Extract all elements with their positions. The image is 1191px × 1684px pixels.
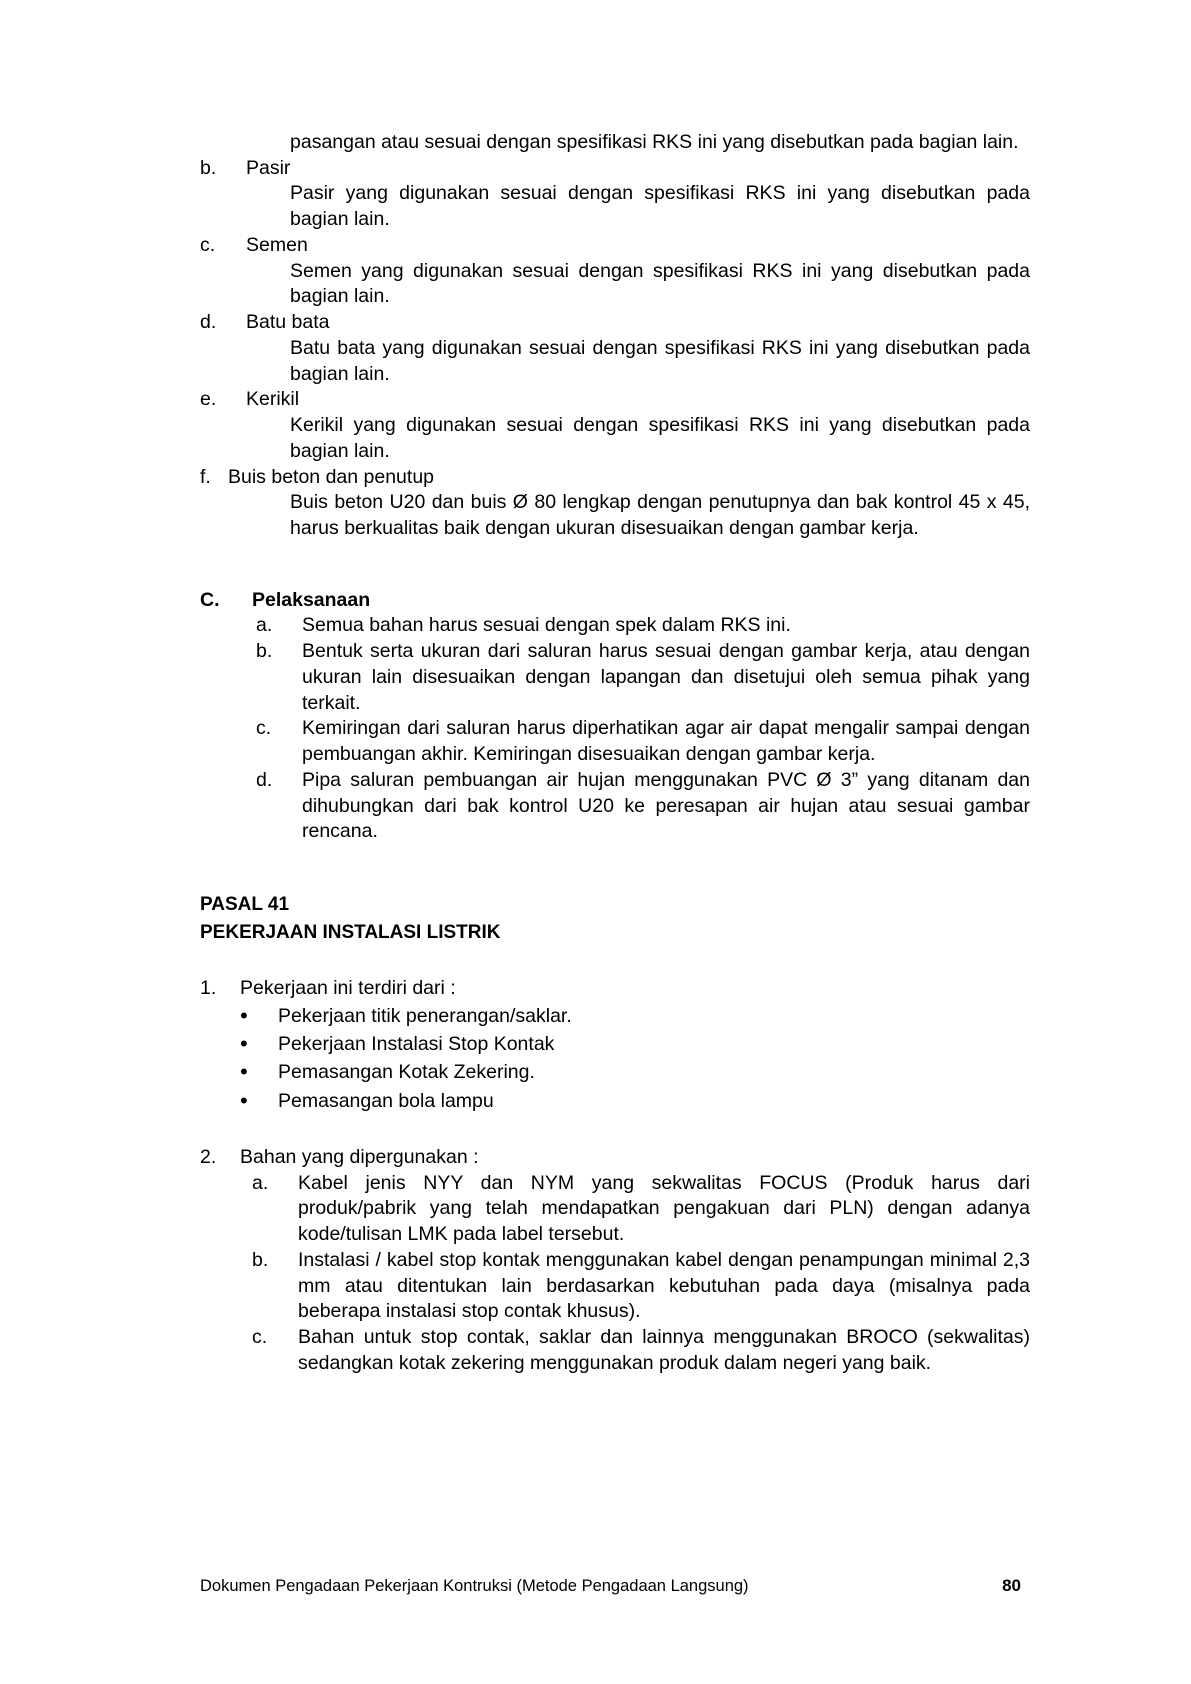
bullet-text: Pemasangan bola lampu (278, 1089, 494, 1112)
numbered-item (200, 1145, 1030, 1171)
section-title: Pelaksanaan (252, 588, 371, 611)
bullet-icon: • (240, 1059, 248, 1085)
bullet-text: Pekerjaan Instalasi Stop Kontak (278, 1033, 555, 1056)
list-item (256, 639, 1030, 716)
bullet-icon: • (240, 1031, 248, 1057)
material-title: Pasir (246, 156, 291, 179)
list-item (240, 1030, 1030, 1058)
list-marker: a. (252, 1171, 269, 1194)
list-marker: c. (252, 1326, 268, 1349)
list-item-text: Kemiringan dari saluran harus diperhatikan agar air dapat mengalir sampai dengan pembuangan akhir. Kemiringan disesuaikan dengan gambar kerja. (302, 717, 1030, 766)
list-number: 2. (200, 1145, 217, 1168)
sub-list (252, 1171, 1030, 1377)
page-footer (200, 1576, 1021, 1596)
section-c-list (256, 613, 1030, 845)
page-number: 80 (1002, 1576, 1021, 1595)
list-item-text: Semua bahan harus sesuai dengan spek dalam RKS ini. (302, 614, 791, 637)
list-item-text: Bahan untuk stop contak, saklar dan lainnya menggunakan BROCO (sekwalitas) sedangkan kotak zekering menggunakan produk dalam negeri yang baik. (298, 1326, 1030, 1374)
bullet-text: Pemasangan Kotak Zekering. (278, 1061, 535, 1084)
numbered-item-text: Pekerjaan ini terdiri dari : (240, 977, 456, 1000)
material-text: Semen yang digunakan sesuai dengan spesifikasi RKS ini yang disebutkan pada bagian lain. (290, 259, 1030, 308)
pasal-title: PEKERJAAN INSTALASI LISTRIK (200, 921, 501, 943)
numbered-item-text: Bahan yang dipergunakan : (240, 1145, 479, 1168)
list-marker: d. (256, 768, 273, 791)
material-item (200, 465, 1030, 491)
material-item (200, 387, 1030, 413)
material-item (200, 233, 1030, 259)
pasal-number: PASAL 41 (200, 894, 290, 916)
list-item-text: Pipa saluran pembuangan air hujan menggunakan PVC Ø 3” yang ditanam dan dihubungkan dari bak kontrol U20 ke peresapan air hujan atau sesuai gambar rencana. (302, 768, 1030, 843)
list-item-text: Bentuk serta ukuran dari saluran harus sesuai dengan gambar kerja, atau dengan ukuran lain disesuaikan dengan lapangan dan disetujui oleh semua pihak yang terkait. (302, 640, 1030, 714)
section-letter: C. (200, 588, 220, 611)
list-item (240, 1002, 1030, 1030)
list-item (256, 716, 1030, 767)
bullet-list (240, 1002, 1030, 1115)
list-item (240, 1087, 1030, 1115)
list-marker: b. (256, 640, 273, 663)
list-marker: f. (200, 465, 211, 488)
list-item (252, 1171, 1030, 1248)
pasal-heading (200, 891, 1030, 946)
list-marker: d. (200, 311, 217, 334)
list-item (252, 1325, 1030, 1376)
list-item-text: Instalasi / kabel stop kontak menggunakan kabel dengan penampungan minimal 2,3 mm atau ditentukan lain berdasarkan kebutuhan pada daya (misalnya pada beberapa instalasi stop contak khusus). (298, 1248, 1030, 1323)
material-item (200, 156, 1030, 182)
list-item (240, 1058, 1030, 1086)
numbered-item (200, 976, 1030, 1002)
page-content (200, 130, 1030, 1377)
list-marker: c. (200, 233, 216, 256)
list-number: 1. (200, 977, 217, 1000)
material-title: Buis beton dan penutup (228, 465, 435, 488)
list-marker: e. (200, 388, 217, 411)
list-item (256, 613, 1030, 639)
bullet-icon: • (240, 1087, 248, 1113)
material-title: Semen (246, 233, 308, 256)
top-paragraph: pasangan atau sesuai dengan spesifikasi RKS ini yang disebutkan pada bagian lain. (290, 131, 1019, 153)
material-text: Pasir yang digunakan sesuai dengan spesifikasi RKS ini yang disebutkan pada bagian lain. (290, 182, 1030, 231)
list-marker: b. (252, 1248, 269, 1271)
list-marker: c. (256, 717, 272, 740)
bullet-icon: • (240, 1002, 248, 1028)
material-title: Batu bata (246, 311, 330, 334)
footer-text: Dokumen Pengadaan Pekerjaan Kontruksi (Metode Pengadaan Langsung) (200, 1577, 749, 1595)
list-item (252, 1248, 1030, 1325)
material-text: Kerikil yang digunakan sesuai dengan spesifikasi RKS ini yang disebutkan pada bagian lain. (290, 414, 1030, 462)
list-item (256, 768, 1030, 845)
material-text: Batu bata yang digunakan sesuai dengan spesifikasi RKS ini yang disebutkan pada bagian lain. (290, 336, 1030, 385)
list-marker: b. (200, 156, 217, 179)
material-text: Buis beton U20 dan buis Ø 80 lengkap dengan penutupnya dan bak kontrol 45 x 45, harus berkualitas baik dengan ukuran disesuaikan dengan gambar kerja. (290, 491, 1030, 540)
list-marker: a. (256, 614, 273, 637)
material-item (200, 310, 1030, 336)
bullet-text: Pekerjaan titik penerangan/saklar. (278, 1004, 572, 1027)
list-item-text: Kabel jenis NYY dan NYM yang sekwalitas FOCUS (Produk harus dari produk/pabrik yang telah mendapatkan pengakuan dari PLN) dengan adanya kode/tulisan LMK pada label tersebut. (298, 1171, 1030, 1246)
material-title: Kerikil (246, 388, 300, 411)
section-heading (200, 588, 1030, 614)
